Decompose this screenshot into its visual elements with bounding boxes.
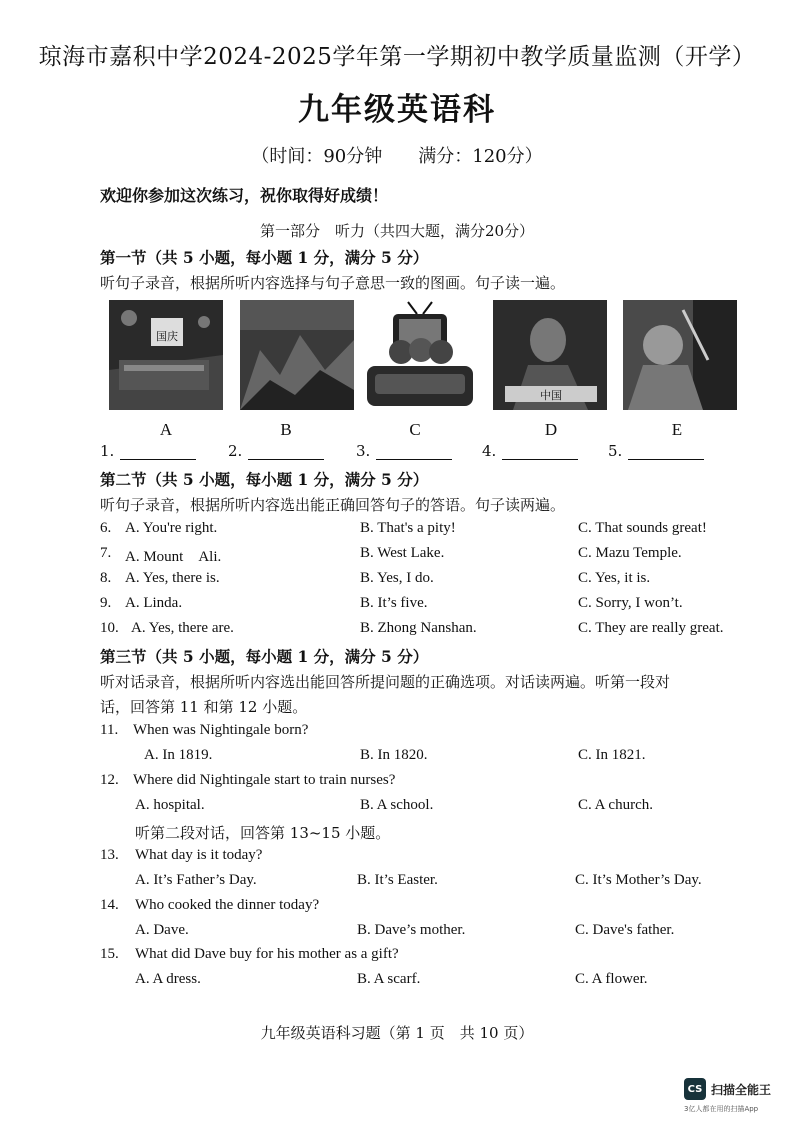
picture-label-c: C [409, 420, 421, 439]
picture-d [493, 300, 607, 410]
answer-blank-2[interactable] [228, 442, 324, 460]
option-c[interactable]: C. Yes, it is. [578, 570, 651, 586]
option-c[interactable]: C. It’s Mother’s Day. [575, 872, 702, 888]
option-b[interactable]: B. A scarf. [357, 971, 421, 987]
picture-label-b: B [280, 420, 292, 439]
option-b[interactable]: B. That's a pity! [360, 520, 456, 536]
answer-blank-5[interactable] [608, 442, 704, 460]
option-c[interactable]: C. That sounds great! [578, 520, 707, 536]
option-c[interactable]: C. A church. [578, 797, 653, 813]
option-a[interactable]: A. Yes, there is. [125, 570, 220, 586]
question-stem: Where did Nightingale start to train nurses? [133, 772, 396, 788]
picture-label-e: E [671, 420, 683, 439]
answer-blank-1[interactable] [100, 442, 196, 460]
section3-title: 第三节（共 5 小题，每小题 1 分，满分 5 分） [100, 647, 429, 666]
dialog2-note: 听第二段对话，回答第 13~15 小题。 [135, 824, 391, 842]
option-a[interactable]: A. Linda. [125, 595, 183, 611]
option-c[interactable]: C. In 1821. [578, 747, 646, 763]
question-number: 8. [100, 570, 112, 586]
option-c[interactable]: C. They are really great. [578, 620, 724, 636]
option-b[interactable]: B. Dave’s mother. [357, 922, 466, 938]
option-a[interactable]: A. Dave. [135, 922, 189, 938]
school-exam-title: 琼海市嘉积中学2024-2025学年第一学期初中教学质量监测（开学） [38, 44, 756, 70]
section2-title: 第二节（共 5 小题，每小题 1 分，满分 5 分） [100, 470, 429, 489]
question-stem: What day is it today? [135, 847, 263, 863]
section2-instruction: 听句子录音，根据所听内容选出能正确回答句子的答语。句子读两遍。 [100, 496, 566, 514]
option-c[interactable]: C. Sorry, I won’t. [578, 595, 683, 611]
time-info: （时间：90分钟 满分：120分） [251, 146, 543, 167]
picture-d-caption: 中国 [540, 389, 562, 402]
picture-a-caption: 国庆 [156, 330, 178, 343]
section3-instruction-cont: 话，回答第 11 和第 12 小题。 [100, 698, 308, 716]
portrait-image [493, 300, 607, 410]
camscanner-logo-icon: CS [684, 1078, 706, 1100]
question-stem: When was Nightingale born? [133, 722, 309, 738]
tv-family-icon [363, 300, 477, 410]
picture-label-a: A [159, 420, 173, 439]
option-a[interactable]: A. hospital. [135, 797, 205, 813]
option-a[interactable]: A. Yes, there are. [131, 620, 234, 636]
option-a[interactable]: A. You're right. [125, 520, 218, 536]
option-c[interactable]: C. Mazu Temple. [578, 545, 682, 561]
question-stem: Who cooked the dinner today? [135, 897, 320, 913]
option-b[interactable]: B. West Lake. [360, 545, 445, 561]
greeting: 欢迎你参加这次练习，祝你取得好成绩！ [100, 186, 389, 205]
option-b[interactable]: B. A school. [360, 797, 434, 813]
page-footer: 九年级英语科习题（第 1 页 共 10 页） [260, 1024, 534, 1042]
option-c[interactable]: C. Dave's father. [575, 922, 675, 938]
option-b[interactable]: B. In 1820. [360, 747, 428, 763]
picture-label-d: D [544, 420, 558, 439]
option-a[interactable]: A. It’s Father’s Day. [135, 872, 257, 888]
option-c[interactable]: C. A flower. [575, 971, 648, 987]
picture-e [623, 300, 737, 410]
picture-a [109, 300, 223, 410]
scanner-tagline: 3亿人都在用的扫描App [684, 1105, 759, 1113]
subject-title: 九年级英语科 [298, 92, 496, 128]
blank-number: 5. [608, 442, 623, 460]
blank-number: 3. [356, 442, 371, 460]
question-number: 12. [100, 772, 119, 788]
scanner-app-name: 扫描全能王 [711, 1082, 772, 1097]
mountain-image [240, 300, 354, 410]
section1-instruction: 听句子录音，根据所听内容选择与句子意思一致的图画。句子读一遍。 [100, 274, 566, 292]
picture-b [240, 300, 354, 410]
question-number: 14. [100, 897, 119, 913]
option-b[interactable]: B. Zhong Nanshan. [360, 620, 477, 636]
question-number: 9. [100, 595, 112, 611]
blank-number: 4. [482, 442, 497, 460]
national-day-image [109, 300, 223, 410]
answer-blank-4[interactable] [482, 442, 578, 460]
question-number: 6. [100, 520, 112, 536]
blank-number: 2. [228, 442, 243, 460]
option-b[interactable]: B. It’s Easter. [357, 872, 438, 888]
picture-c [363, 300, 477, 410]
question-number: 15. [100, 946, 119, 962]
blank-number: 1. [100, 442, 115, 460]
question-number: 13. [100, 847, 119, 863]
question-number: 11. [100, 722, 119, 738]
section1-title: 第一节（共 5 小题，每小题 1 分，满分 5 分） [100, 248, 429, 267]
question-number: 10. [100, 620, 119, 636]
option-b[interactable]: B. Yes, I do. [360, 570, 434, 586]
scanner-watermark [684, 1078, 771, 1100]
option-a[interactable]: A. A dress. [135, 971, 201, 987]
part1-title: 第一部分 听力（共四大题，满分20分） [259, 222, 535, 240]
question-number: 7. [100, 545, 112, 561]
option-a[interactable]: A. Mount Ali. [125, 549, 222, 565]
answer-blank-3[interactable] [356, 442, 452, 460]
child-image [623, 300, 737, 410]
option-a[interactable]: A. In 1819. [144, 747, 213, 763]
question-stem: What did Dave buy for his mother as a gift? [135, 946, 399, 962]
section3-instruction: 听对话录音，根据所听内容选出能回答所提问题的正确选项。对话读两遍。听第一段对 [100, 673, 671, 691]
option-b[interactable]: B. It’s five. [360, 595, 428, 611]
